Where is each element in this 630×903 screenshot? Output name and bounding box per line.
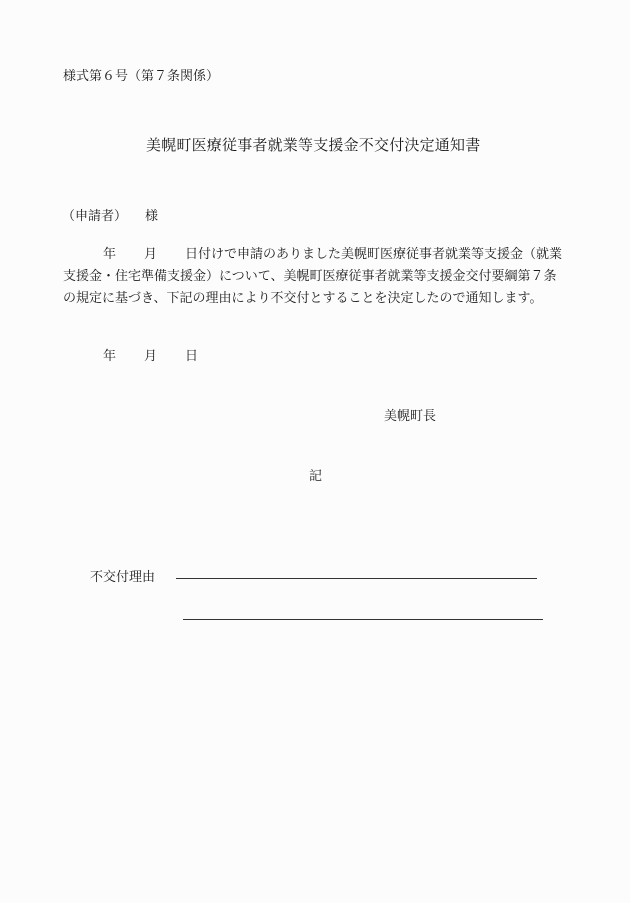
reason-label: 不交付理由 <box>90 570 156 585</box>
notification-body <box>63 244 583 310</box>
body-month-label: 月 <box>144 247 158 262</box>
date-year-label: 年 <box>103 349 117 364</box>
date-day-label: 日 <box>185 349 199 364</box>
body-line-1-text: 日付けで申請のありました美幌町医療従事者就業等支援金（就業 <box>185 247 563 262</box>
issuer-name: 美幌町長 <box>384 409 437 424</box>
form-number: 様式第６号（第７条関係） <box>63 69 220 84</box>
applicant-honorific: 様 <box>145 209 159 224</box>
body-line-1 <box>63 244 583 266</box>
document-title: 美幌町医療従事者就業等支援金不交付決定通知書 <box>146 136 481 154</box>
body-line-2: 支援金・住宅準備支援金）について、美幌町医療従事者就業等支援金交付要綱第７条 <box>63 269 557 284</box>
body-year-label: 年 <box>103 247 117 262</box>
issue-date <box>103 345 198 364</box>
applicant-label: （申請者） <box>62 209 128 224</box>
record-heading: 記 <box>309 469 323 484</box>
applicant-line <box>62 205 158 224</box>
reason-line-2[interactable] <box>183 619 543 620</box>
date-month-label: 月 <box>144 349 158 364</box>
body-line-3: の規定に基づき、下記の理由により不交付とすることを決定したので通知します。 <box>63 291 543 306</box>
reason-line-1[interactable] <box>176 578 537 579</box>
